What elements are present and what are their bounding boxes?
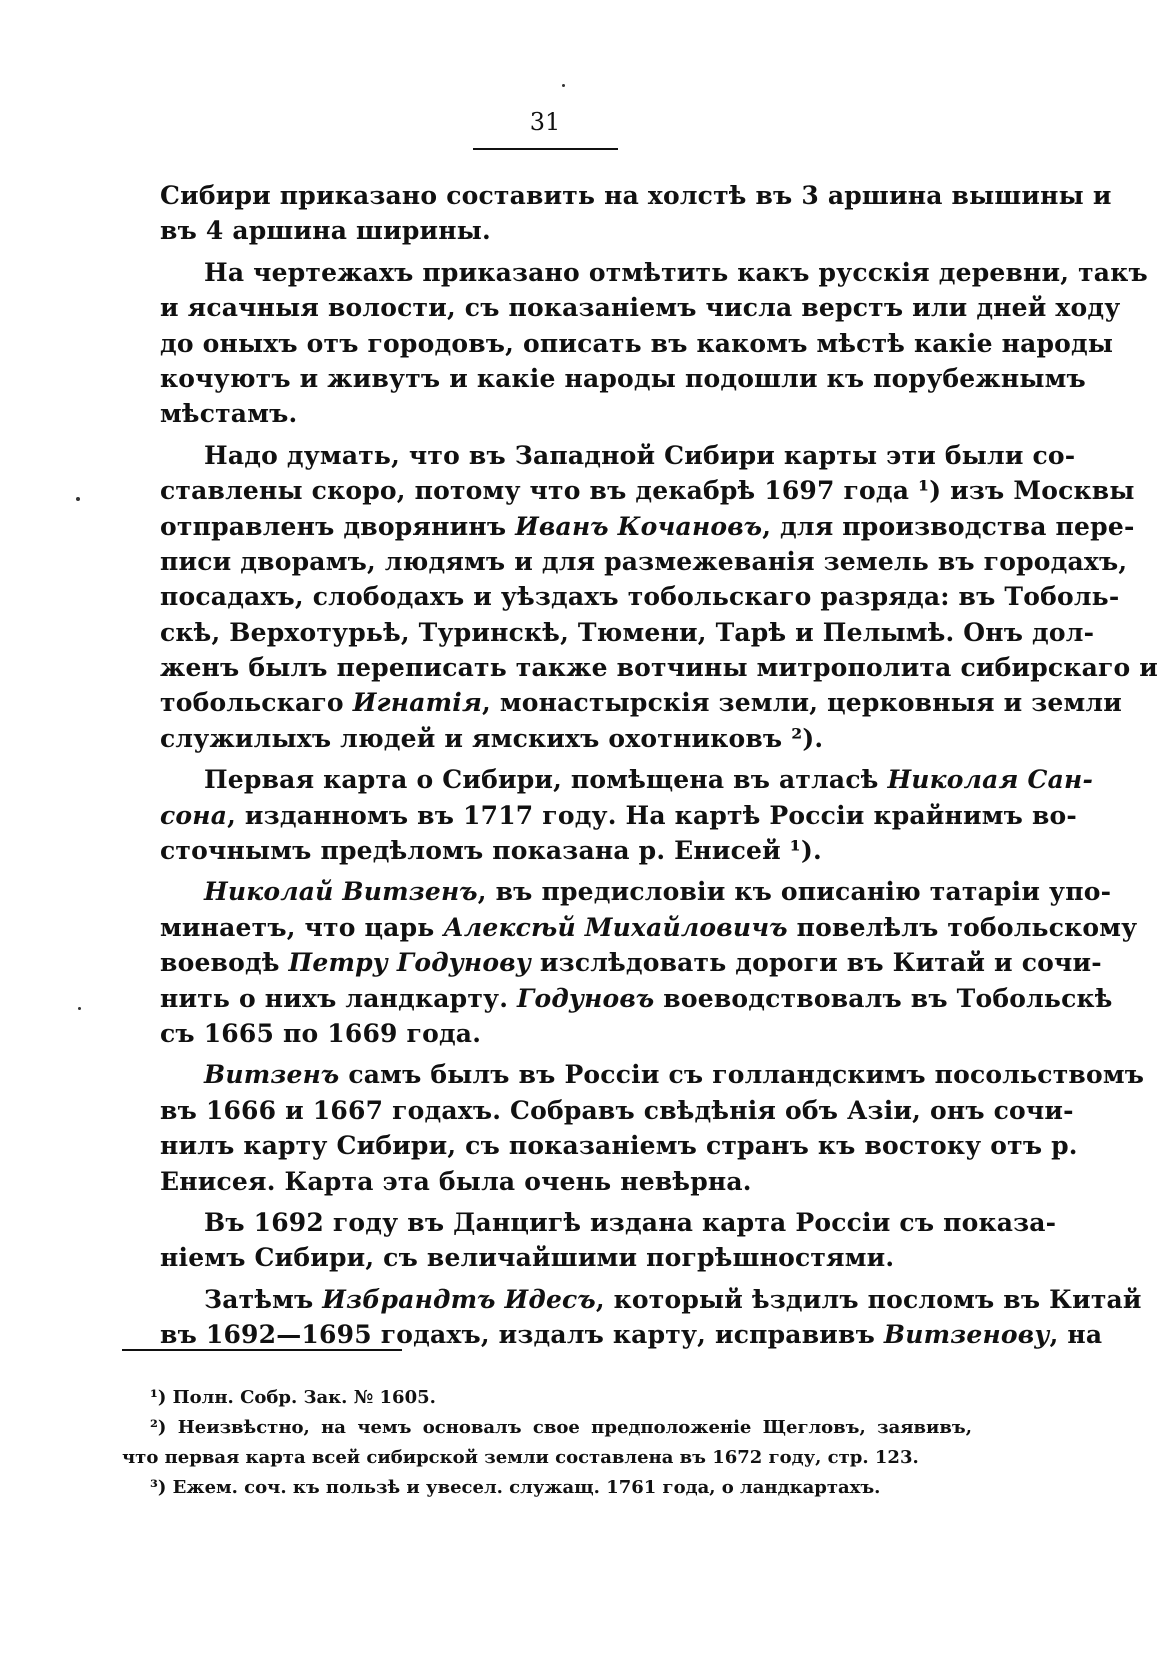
text-line [160, 910, 1138, 945]
text-run: служилыхъ людей и ямскихъ охотниковъ ²). [160, 723, 824, 753]
text-line [160, 874, 1112, 909]
text-run: нилъ карту Сибири, съ показаніемъ странъ къ востоку отъ р. [160, 1131, 1078, 1161]
italic-name: Витзенову [883, 1320, 1050, 1350]
text-run: скѣ, Верхотурьѣ, Туринскѣ, Тюмени, Тарѣ и Пелымѣ. Онъ дол- [160, 617, 1095, 647]
text-line [160, 981, 1113, 1016]
text-run: въ 1692—1695 годахъ, издалъ карту, исправивъ [160, 1320, 884, 1350]
text-run: до оныхъ отъ городовъ, описать въ какомъ мѣстѣ какіе народы [160, 328, 1114, 358]
text-run: самъ былъ въ Россіи съ голландскимъ посольствомъ [339, 1060, 1145, 1090]
text-line [160, 1164, 970, 1199]
italic-name: Игнатія [352, 688, 483, 718]
italic-name: Иванъ Кочановъ [515, 511, 763, 541]
italic-name: Петру Годунову [288, 948, 532, 978]
text-run: , для производства пере- [762, 511, 1135, 541]
text-run: Затѣмъ [204, 1284, 323, 1314]
text-run: съ 1665 по 1669 года. [160, 1018, 482, 1048]
italic-name: сона [160, 800, 228, 830]
text-line [160, 685, 1122, 720]
text-run: писи дворамъ, людямъ и для размежеванія земель въ городахъ, [160, 546, 1128, 576]
text-run: , который ѣздилъ посломъ въ Китай [595, 1284, 1142, 1314]
text-run: въ 1666 и 1667 годахъ. Собравъ свѣдѣнія объ Азіи, онъ сочи- [160, 1095, 1074, 1125]
text-run: минаетъ, что царь [160, 912, 444, 942]
text-line [160, 721, 970, 756]
text-line [160, 762, 1094, 797]
text-run: сточнымъ предѣломъ показана р. Енисей ¹). [160, 836, 822, 866]
text-line [160, 361, 1086, 396]
text-run: ніемъ Сибири, съ величайшими погрѣшностями. [160, 1243, 895, 1273]
footnote-2: ²) Неизвѣстно, на чемъ основалъ свое предположеніе Щегловъ, заявивъ, [150, 1417, 972, 1438]
text-run: нить о нихъ ландкарту. [160, 983, 518, 1013]
page-header [470, 110, 620, 150]
text-run: Енисея. Карта эта была очень невѣрна. [160, 1166, 752, 1196]
text-run: женъ былъ переписать также вотчины митрополита сибирскаго и [160, 653, 1158, 683]
text-line [160, 438, 1076, 473]
scan-speck [78, 1007, 81, 1010]
text-run: повелѣлъ тобольскому [787, 912, 1138, 942]
text-line [160, 1128, 1078, 1163]
text-line [160, 255, 1148, 290]
text-line [160, 473, 1135, 508]
text-run: , изданномъ въ 1717 году. На картѣ Россіи крайнимъ во- [227, 800, 1077, 830]
text-line [160, 290, 1121, 325]
text-run: ставлены скоро, потому что въ декабрѣ 1697 года ¹) изъ Москвы [160, 476, 1135, 506]
text-run: На чертежахъ приказано отмѣтить какъ русскія деревни, такъ [204, 257, 1148, 287]
text-run: мѣстамъ. [160, 399, 298, 429]
italic-name: Алексѣй Михайловичъ [443, 912, 788, 942]
text-line [160, 1016, 970, 1051]
text-line [160, 509, 1135, 544]
text-line [160, 798, 1077, 833]
text-line [160, 1205, 1057, 1240]
text-line [160, 1317, 1103, 1352]
body-text [160, 178, 1158, 1353]
footnote-2-continuation: что первая карта всей сибирской земли составлена въ 1672 году, стр. 123. [122, 1447, 919, 1468]
text-line [160, 178, 1112, 213]
footnotes [122, 1383, 972, 1503]
footnote-3: ³) Ежем. соч. къ пользѣ и увесел. служащ. 1761 года, о ландкартахъ. [150, 1477, 881, 1498]
text-line [160, 945, 1102, 980]
text-run: Надо думать, что въ Западной Сибири карты эти были со- [204, 440, 1076, 470]
italic-name: Годуновъ [517, 983, 655, 1013]
text-line [160, 396, 970, 431]
italic-name: Витзенъ [204, 1060, 340, 1090]
text-run: Первая карта о Сибири, помѣщена въ атласѣ [204, 765, 888, 795]
text-line [160, 833, 970, 868]
text-run: , въ предисловіи къ описанію татаріи упо- [477, 877, 1112, 907]
page-number: 31 [529, 108, 561, 136]
text-run: посадахъ, слободахъ и уѣздахъ тобольскаго разряда: въ Тоболь- [160, 582, 1120, 612]
text-line [160, 544, 1128, 579]
scan-speck [562, 84, 565, 87]
text-run: въ 4 аршина ширины. [160, 216, 491, 246]
text-line [160, 1093, 1074, 1128]
text-line [160, 615, 1095, 650]
text-line [160, 213, 970, 248]
italic-name: Николай Витзенъ [204, 877, 478, 907]
text-line [160, 579, 1120, 614]
text-line [160, 326, 1114, 361]
text-run: отправленъ дворянинъ [160, 511, 516, 541]
text-run: воеводствовалъ въ Тобольскѣ [654, 983, 1113, 1013]
text-line [160, 650, 1158, 685]
text-run: кочуютъ и живутъ и какіе народы подошли къ порубежнымъ [160, 363, 1086, 393]
text-run: , монастырскія земли, церковныя и земли [482, 688, 1122, 718]
text-line [160, 1057, 1145, 1092]
header-rule [473, 148, 618, 150]
text-run: , на [1049, 1320, 1103, 1350]
text-run: Сибири приказано составить на холстѣ въ 3 аршина вышины и [160, 181, 1112, 210]
italic-name: Николая Сан- [887, 765, 1094, 795]
scan-speck [76, 497, 80, 501]
text-run: и ясачныя волости, съ показаніемъ числа верстъ или дней ходу [160, 293, 1121, 323]
italic-name: Избрандтъ Идесъ [322, 1284, 596, 1314]
footnote-rule [122, 1349, 402, 1351]
text-run: тобольскаго [160, 688, 353, 718]
text-run: изслѣдовать дороги въ Китай и сочи- [531, 948, 1102, 978]
text-line [160, 1240, 970, 1275]
text-run: Въ 1692 году въ Данцигѣ издана карта Россіи съ показа- [204, 1207, 1057, 1237]
footnote-1: ¹) Полн. Собр. Зак. № 1605. [150, 1387, 436, 1408]
text-line [160, 1282, 1142, 1317]
text-run: воеводѣ [160, 948, 289, 978]
